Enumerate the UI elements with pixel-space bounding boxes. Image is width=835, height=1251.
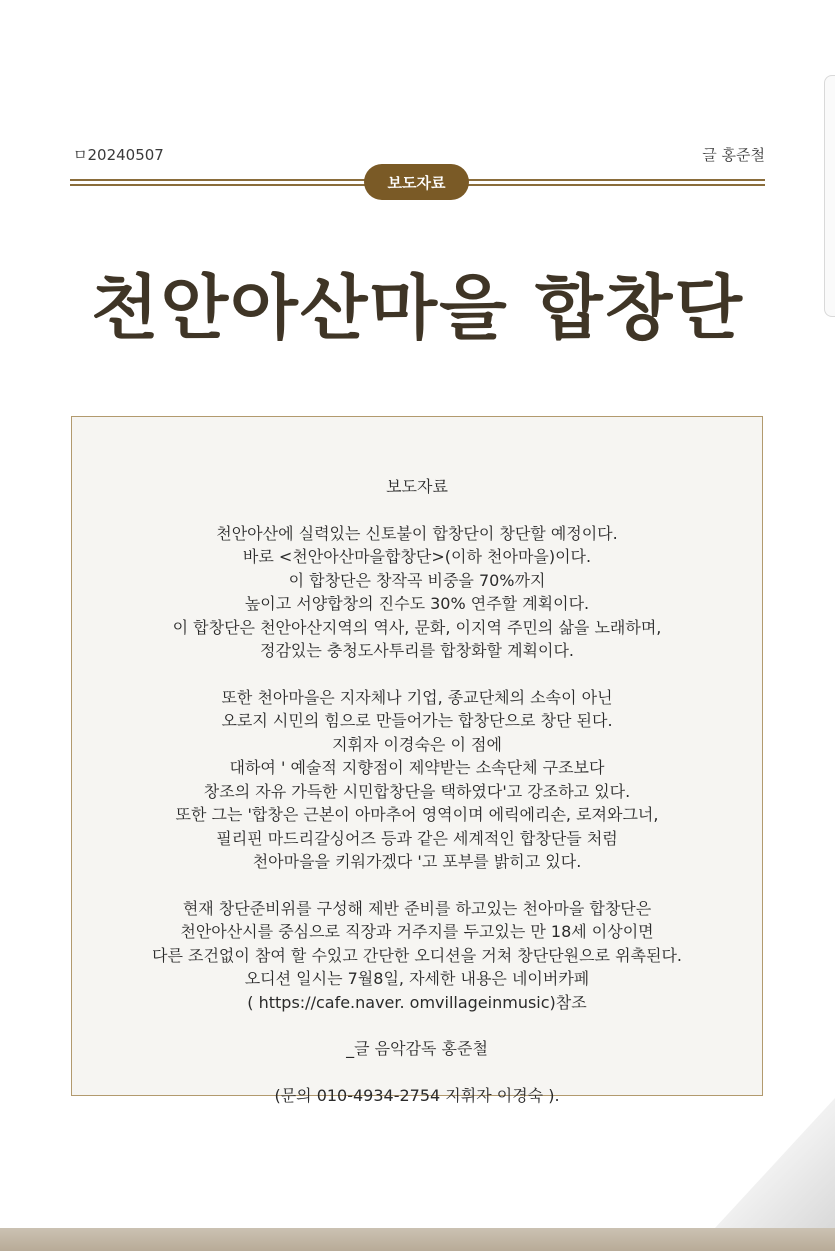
signature: _글 음악감독 홍준철 <box>346 1039 488 1058</box>
paragraph-1 <box>72 522 762 663</box>
text-line: 다른 조건없이 참여 할 수있고 간단한 오디션을 거쳐 창단단원으로 위촉된다. <box>152 945 682 965</box>
press-release-box <box>71 416 763 1105</box>
paragraph-3 <box>72 897 762 1015</box>
text-line: 또한 그는 '합창은 근본이 아마추어 영역이며 에릭에리손, 로져와그너, <box>175 805 659 824</box>
text-line: 오로지 시민의 힘으로 만들어가는 합창단으로 창단 된다. <box>221 711 613 730</box>
text-line: 필리핀 마드리갈싱어즈 등과 같은 세계적인 합창단들 처럼 <box>216 828 618 848</box>
text-line: 이 합창단은 천안아산지역의 역사, 문화, 이지역 주민의 삶을 노래하며, <box>172 617 662 637</box>
text-line: 높이고 서양합창의 진수도 30% 연주할 계획이다. <box>244 594 590 613</box>
text-line: 또한 천아마을은 지자체나 기업, 종교단체의 소속이 아닌 <box>221 687 613 707</box>
text-line: 지휘자 이경숙은 이 점에 <box>332 734 502 754</box>
side-tab <box>824 75 835 317</box>
text-line: 현재 창단준비위를 구성해 제반 준비를 하고있는 천아마을 합창단은 <box>182 898 652 918</box>
cafe-link-line: ( https://cafe.naver. omvillageinmusic)참조 <box>247 992 587 1012</box>
body-heading: 보도자료 <box>386 477 448 496</box>
press-release-body <box>72 475 762 1130</box>
text-line: 대하여 ' 예술적 지향점이 제약받는 소속단체 구조보다 <box>229 758 605 777</box>
paragraph-2 <box>72 686 762 874</box>
text-line: 바로 <천안아산마을합창단>(이하 천아마을)이다. <box>242 547 592 566</box>
text-line: 창조의 자유 가득한 시민합창단을 택하였다'고 강조하고 있다. <box>203 781 631 801</box>
contact-info: (문의 010-4934-2754 지휘자 이경숙 ). <box>274 1085 560 1105</box>
text-line: 천안아산시를 중심으로 직장과 거주지를 두고있는 만 18세 이상이면 <box>180 922 654 941</box>
text-line: 이 합창단은 창작곡 비중을 70%까지 <box>288 570 546 590</box>
text-line: 오디션 일시는 7월8일, 자세한 내용은 네이버카페 <box>244 969 590 988</box>
author-label: 글 홍준철 <box>702 146 765 164</box>
date-label: ㅁ20240507 <box>73 146 164 164</box>
page-title: 천안아산마을 합창단 <box>91 267 744 349</box>
text-line: 천아마을을 키워가겠다 '고 포부를 밝히고 있다. <box>252 852 582 871</box>
press-release-badge: 보도자료 <box>364 164 469 200</box>
text-line: 정감있는 충청도사투리를 합창화할 계획이다. <box>259 641 574 660</box>
text-line: 천안아산에 실력있는 신토불이 합창단이 창단할 예정이다. <box>216 523 618 543</box>
